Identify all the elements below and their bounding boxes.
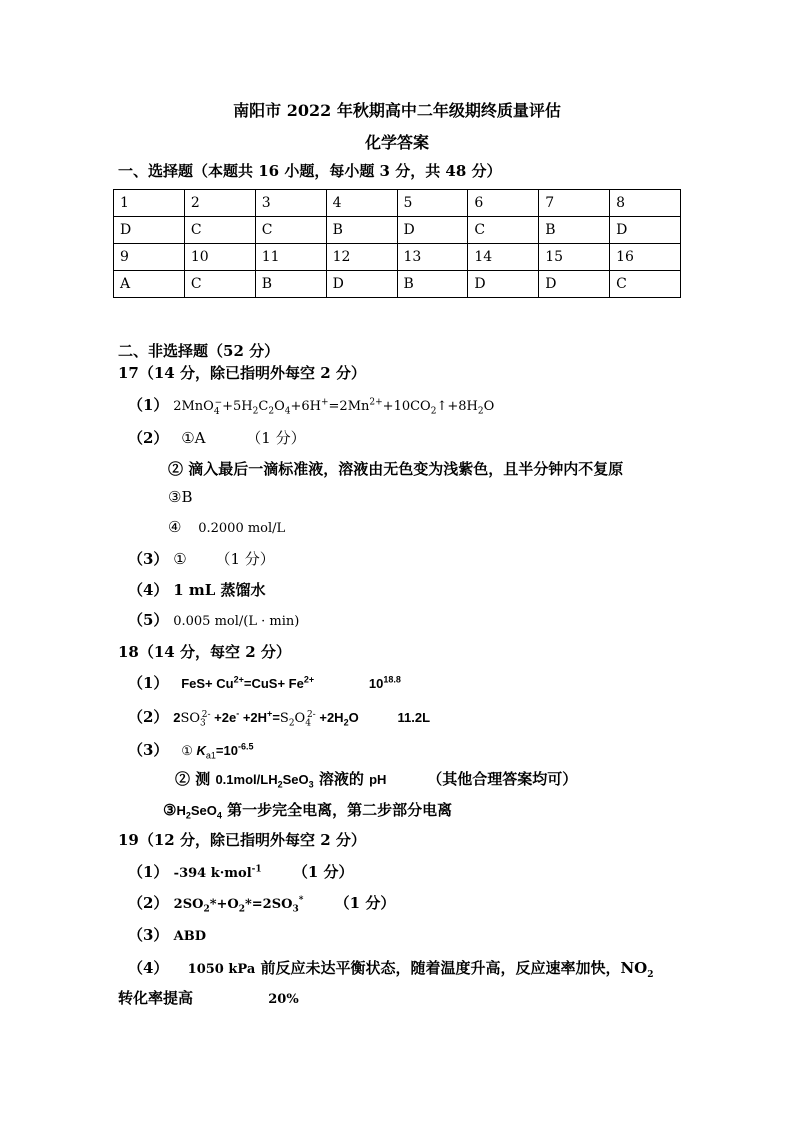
q19-p2-label: （2）	[128, 894, 169, 912]
q19-part1	[128, 861, 354, 882]
question-number-cell: 6	[468, 190, 539, 217]
q17-part2a	[128, 427, 306, 448]
section2-heading: 二、非选择题（52 分）	[118, 342, 280, 360]
q17-p2-a-score: （1 分）	[246, 429, 306, 447]
q17-p1-label: （1）	[128, 396, 169, 414]
q17-part1	[128, 394, 494, 417]
q18-p2-volume: 11.2L	[397, 710, 431, 725]
answer-cell: B	[326, 217, 397, 244]
q19-p2: $2SO_2*+O_2*=2SO_3^*$	[173, 895, 304, 915]
answer-cell: C	[184, 217, 255, 244]
q18-p1-k: $10^{18.8}$	[368, 674, 401, 691]
q17-p1-equation: $2MnO_4^-+5H_2C_2O_4+6H^+=2Mn^{2+}+10CO_2↑+8H_2O$	[173, 397, 495, 417]
section1-heading: 一、选择题（本题共 16 小题，每小题 3 分，共 48 分）	[118, 162, 502, 180]
q19-p1-score: （1 分）	[292, 863, 354, 881]
answer-cell: C	[468, 217, 539, 244]
table-row	[114, 271, 681, 298]
q17-p3-label: （3）	[128, 550, 169, 568]
page-title: 南阳市 2022 年秋期高中二年级期终质量评估	[233, 101, 561, 120]
answer-cell: D	[114, 217, 185, 244]
q17-part4	[128, 579, 266, 600]
q19-p2-score: （1 分）	[334, 894, 396, 912]
question-number-cell: 16	[610, 244, 681, 271]
q19-p1-label: （1）	[128, 863, 169, 881]
q18-part1	[128, 672, 401, 693]
answer-cell: B	[255, 271, 326, 298]
answer-cell: B	[397, 271, 468, 298]
question-number-cell: 14	[468, 244, 539, 271]
question-number-cell: 1	[114, 190, 185, 217]
table-row	[114, 190, 681, 217]
question-number-cell: 2	[184, 190, 255, 217]
q18-p2-equation: $2SO_3^{2-} +2e^- +2H^+=S_2O_4^{2-} +2H_2O$	[173, 708, 359, 729]
q17-part3	[128, 548, 275, 569]
question-number-cell: 3	[255, 190, 326, 217]
q19-part4	[128, 957, 654, 980]
q17-p5-label: （5）	[128, 611, 169, 629]
q18-part3b	[175, 768, 577, 790]
q18-title: 18（14 分，每空 2 分）	[118, 643, 291, 661]
q17-p4: 1 mL 蒸馏水	[173, 581, 266, 599]
q19-p4-line2: 转化率提高	[118, 989, 194, 1007]
choice-answer-table	[113, 189, 681, 298]
answer-cell: D	[610, 217, 681, 244]
q19-part3	[128, 924, 206, 945]
q19-p1: -394 k·mol$^{-1}$	[173, 864, 262, 881]
answer-cell: D	[326, 271, 397, 298]
q19-title: 19（12 分，除已指明外每空 2 分）	[118, 831, 366, 849]
answer-cell: C	[610, 271, 681, 298]
answer-cell: D	[397, 217, 468, 244]
q18-p3-a: ① $K_{a1}=10^{-6.5}$	[181, 741, 254, 761]
question-number-cell: 15	[539, 244, 610, 271]
answer-cell: A	[114, 271, 185, 298]
q17-p2-label: （2）	[128, 429, 169, 447]
q18-part2	[128, 706, 430, 729]
question-number-cell: 4	[326, 190, 397, 217]
q19-part4-cont	[118, 987, 299, 1008]
question-number-cell: 10	[184, 244, 255, 271]
q19-p4-answer: 20%	[268, 992, 299, 1007]
q18-p3-label: （3）	[128, 741, 169, 759]
q18-p3-b-note: （其他合理答案均可）	[427, 770, 578, 788]
q18-p2-label: （2）	[128, 708, 169, 726]
q17-title: 17（14 分，除已指明外每空 2 分）	[118, 364, 366, 382]
question-number-cell: 8	[610, 190, 681, 217]
answer-cell: C	[255, 217, 326, 244]
q17-p2-a: ①A	[181, 429, 206, 447]
q17-p2-b: ② 滴入最后一滴标准液，溶液由无色变为浅紫色，且半分钟内不复原	[168, 460, 624, 478]
question-number-cell: 13	[397, 244, 468, 271]
q17-p2-d: 0.2000 mol/L	[198, 521, 286, 536]
answer-cell: B	[539, 217, 610, 244]
question-number-cell: 12	[326, 244, 397, 271]
q17-part5	[128, 609, 299, 630]
page-subtitle: 化学答案	[364, 133, 429, 152]
q19-p4-label: （4）	[128, 959, 169, 977]
q17-part2d	[168, 518, 285, 536]
q17-p2-d-num: ④	[168, 518, 182, 536]
table-row	[114, 244, 681, 271]
q17-p3-a: ①	[173, 550, 187, 568]
q19-part2	[128, 892, 395, 915]
q19-p3-label: （3）	[128, 926, 169, 944]
q19-p4-line1: 1050 kPa 前反应未达平衡状态，随着温度升高，反应速率加快，$NO_2$	[187, 959, 654, 980]
q17-p2-c: ③B	[168, 488, 193, 506]
q17-p3-score: （1 分）	[215, 550, 275, 568]
question-number-cell: 11	[255, 244, 326, 271]
q18-p1-label: （1）	[128, 674, 169, 692]
question-number-cell: 9	[114, 244, 185, 271]
answer-cell: C	[184, 271, 255, 298]
answer-cell: D	[468, 271, 539, 298]
question-number-cell: 5	[397, 190, 468, 217]
question-number-cell: 7	[539, 190, 610, 217]
q17-p5: 0.005 mol/(L · min)	[173, 614, 300, 629]
q18-part3a	[128, 739, 253, 761]
q19-p3: ABD	[173, 929, 207, 944]
q17-p4-label: （4）	[128, 581, 169, 599]
table-row	[114, 217, 681, 244]
answer-cell: D	[539, 271, 610, 298]
q18-p3-b: ② 测 $0.1mol/LH_2SeO_3$ 溶液的 pH	[175, 770, 387, 790]
q18-p1-equation: $FeS+ Cu^{2+}=CuS+ Fe^{2+}$	[181, 674, 315, 691]
q18-part3c: $③H_2SeO_4$ 第一步完全电离，第二步部分电离	[163, 801, 453, 821]
